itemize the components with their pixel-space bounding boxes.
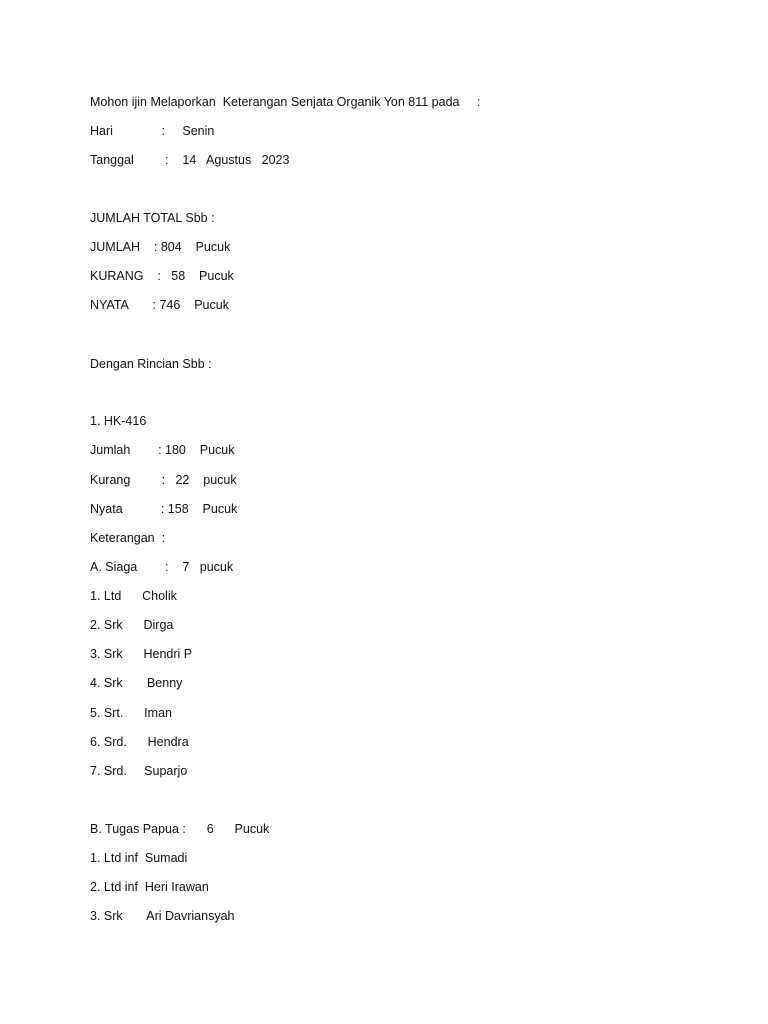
hk416-nyata-line: Nyata : 158 Pucuk	[90, 502, 238, 516]
day-line: Hari : Senin	[90, 124, 215, 138]
tugas-papua-heading: B. Tugas Papua : 6 Pucuk	[90, 822, 270, 836]
list-item: 6. Srd. Hendra	[90, 735, 189, 749]
list-item: 1. Ltd inf Sumadi	[90, 851, 188, 865]
total-kurang-line: KURANG : 58 Pucuk	[90, 269, 234, 283]
report-intro-line: Mohon ijin Melaporkan Keterangan Senjata Organik Yon 811 pada :	[90, 95, 481, 109]
list-item: 2. Ltd inf Heri Irawan	[90, 880, 209, 894]
weapon-heading-hk416: 1. HK-416	[90, 414, 147, 428]
list-item: 1. Ltd Cholik	[90, 589, 177, 603]
detail-heading: Dengan Rincian Sbb :	[90, 357, 212, 371]
list-item: 5. Srt. Iman	[90, 706, 172, 720]
list-item: 7. Srd. Suparjo	[90, 764, 188, 778]
hk416-jumlah-line: Jumlah : 180 Pucuk	[90, 443, 235, 457]
total-nyata-line: NYATA : 746 Pucuk	[90, 298, 229, 312]
list-item: 4. Srk Benny	[90, 676, 183, 690]
date-line: Tanggal : 14 Agustus 2023	[90, 153, 290, 167]
total-heading: JUMLAH TOTAL Sbb :	[90, 211, 215, 225]
total-jumlah-line: JUMLAH : 804 Pucuk	[90, 240, 231, 254]
list-item: 2. Srk Dirga	[90, 618, 174, 632]
list-item: 3. Srk Hendri P	[90, 647, 193, 661]
list-item: 3. Srk Ari Davriansyah	[90, 909, 235, 923]
keterangan-heading: Keterangan :	[90, 531, 166, 545]
siaga-heading: A. Siaga : 7 pucuk	[90, 560, 234, 574]
hk416-kurang-line: Kurang : 22 pucuk	[90, 473, 237, 487]
